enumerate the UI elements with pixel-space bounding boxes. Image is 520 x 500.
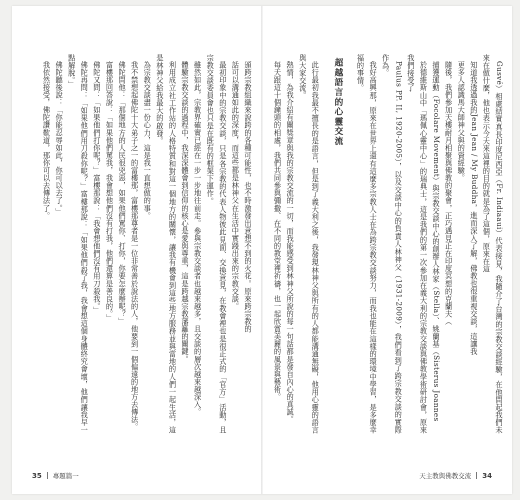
right-page-body [273, 54, 505, 434]
left-page [12, 6, 261, 494]
running-head: 專題篇一 [52, 472, 79, 480]
body-paragraph: 話可以溝通如此的深度，而這些都是林神父在生活中實踐出來的宗教交談。 [231, 61, 241, 311]
body-paragraph: 我好高興那，原來在世界上還有這麼多宗教人士在為跨宗教交談努力，而我也能在這樣的環境中學習，是多麼幸福的事情。 [356, 54, 379, 434]
body-paragraph: 佛陀再問：「如果他們用刀殺你呢？」富樓那說：「如果他們殺了我，我會想這個身體終究會壞，他們讓我早一點解脫。」 [67, 54, 90, 434]
body-paragraph: 雖然如此，宗教界確實已經在一步一步地往前走。參與宗教交談者也越來越多，且交談的層次越來越深入。 [193, 61, 203, 417]
body-paragraph: 為宗教交談盡一份心力，這是我一直想做的事。 [143, 61, 153, 220]
right-page-footer [419, 471, 492, 480]
section-title: 超越語言的心靈交流 [332, 58, 343, 147]
body-paragraph: 佛陀問他：「那個地方的人民很兇惡，如果他們罵你、打你，你要怎麼辦呢？」 [118, 61, 128, 326]
body-paragraph: 利用成立社工作站的人格特質和對這一個地方的關懷，讓我有機會到這些地方服務並與當地的人們一起生活，這是林神父給我最大的啟發。 [155, 54, 178, 434]
page-number: 35 [32, 471, 42, 480]
body-paragraph: 體驗宗教交談的過程中，我深深體會到信仰的核心是愛與尊重，這是跨越宗教藩籬的關鍵。 [181, 61, 191, 364]
footer-divider [47, 472, 48, 479]
body-paragraph: 捕獲運動（Focolare Movement）與宗教交談中心的創辦人林家（Stella）、姚蘭基（Sisterus Joannes [432, 61, 442, 422]
body-paragraph: 頒跨宗教組織來說跨的各種可能性，也不時激發出意想不到的火花。原來跨宗教的 [244, 61, 253, 333]
body-paragraph: 於德維斯山中「瑪佩心靈中心」的瑞典士，這是我們的第一次參加在義大利的宗教交談與佛教學術研討會，原來我們接受了 [406, 54, 429, 434]
body-paragraph: 此行最初我最不擅長的是語言，但是到了義大利之後，我發現林神父與所有的人都能溝通無礙，他用心靈的語言與大家交流。 [298, 54, 321, 434]
page-number: 34 [482, 471, 492, 480]
left-page-footer [32, 471, 79, 480]
body-paragraph: 我依然接受，佛陀讚歎道，那你可以去傳法了。 [42, 61, 52, 220]
body-paragraph: 隨後，我們參加天樓耐月相聚與佛教的聚會，正巧遇見正在印度冥想的克蘭夫（ [444, 61, 454, 326]
body-paragraph: Paulus PP. II, 1920-2005），以及交談中心的負責人林神父（1931-2009），我們看到了跨宗教交談的實際作為。 [381, 54, 404, 434]
body-paragraph: 每天跟這十個鐘頭的相處，我們共同參與彌撒、在不同的教堂裡祈禱，也一起欣賞美麗的風景與藝術。 [273, 61, 283, 401]
body-paragraph: Gusvé）相處結實真長印度尼西亞（Fr. Indiaaui）代表接見，我隨介了台灣的宗教交談經驗，在他問起我們未來在做什麼，他也表示今天來這裡的目的就是為了這個，原來在這 [482, 54, 504, 434]
body-paragraph: 最初印象中的宗教交談，只是各宗教的代表人物彼此見面、交換意見，在教會裡也是很正式的「官方」活動，且宗教交談委員會也只是在既有的框架下運作。 [206, 54, 228, 434]
right-page [263, 6, 512, 494]
body-paragraph: 我不禁想起佛陀十大弟子之一的富樓那，富樓那尊者是一位非常善於說法的人，他要到一個偏遠的地方去傳法。 [130, 61, 140, 432]
book-spread [12, 6, 512, 494]
body-paragraph: 更多人認識馬大師神父與的資經驗。 [457, 61, 467, 182]
body-paragraph: 熱情，為我介紹有關獎章與我的宗教交流的一切，而我能感受到林神父所說的每一句話都是發自內心的真誠。 [286, 61, 296, 424]
body-paragraph: 富樓那回答說：「如果他們罵我，我會想他們沒有打我，他們還算是善良的。」 [105, 61, 115, 322]
running-head: 天主教與佛教交流 [419, 472, 472, 480]
body-paragraph: 佛陀又問：「如果他們打你呢？」富樓那說：「我會想他們沒有用刀殺我。」 [92, 61, 102, 315]
footer-divider [476, 472, 477, 479]
body-paragraph: 佛陀聽後說：「你能忍辱如此，你可以去了。」 [55, 61, 65, 217]
body-paragraph: 知道我透過我的Jean Jean / My Buddha，進而深入了解，佛教也很重視交談，這讓我 [469, 61, 479, 356]
left-page-body [34, 54, 254, 434]
